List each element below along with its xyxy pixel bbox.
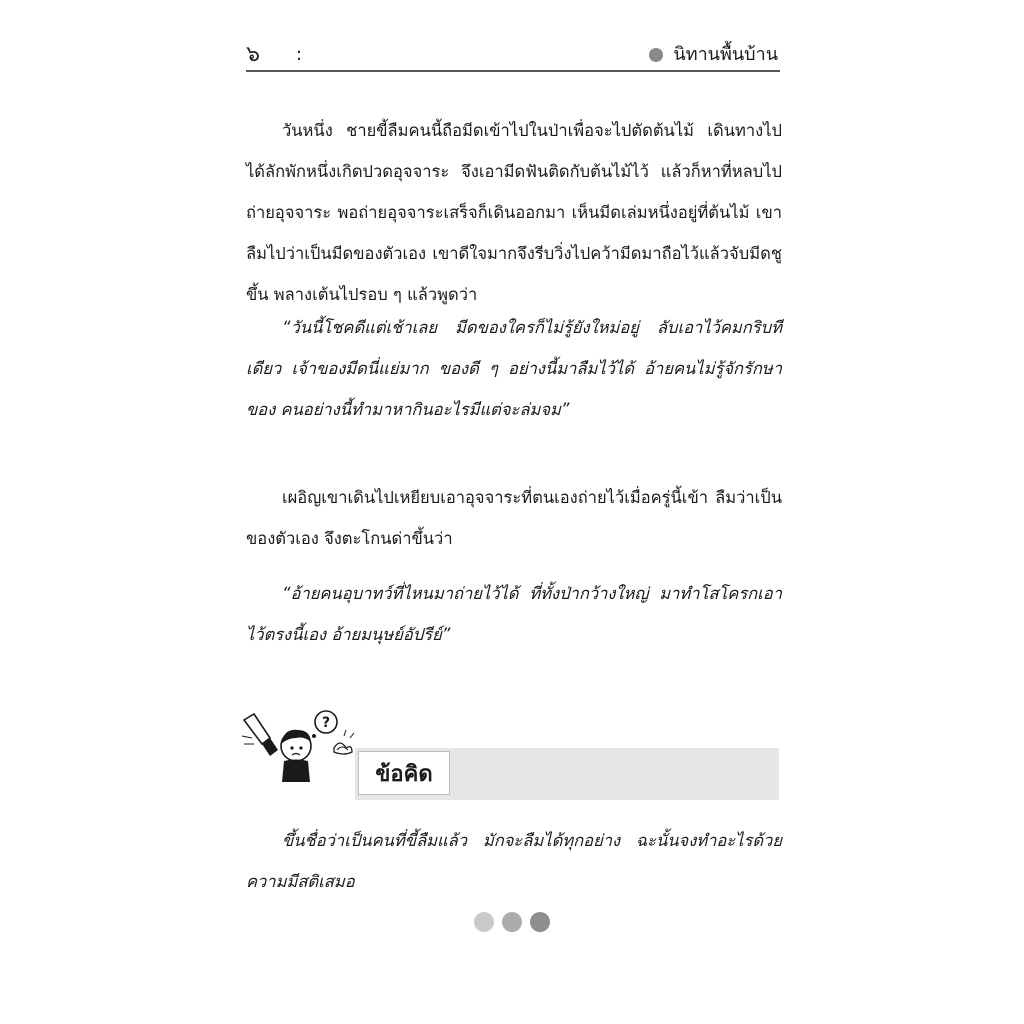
dot-icon (474, 912, 494, 932)
decorative-dots (474, 912, 550, 932)
bullet-dot-icon (649, 48, 663, 62)
page-header (246, 40, 780, 72)
page-number: ๖ (246, 42, 260, 67)
story-quote-1: “วันนี้โชคดีแต่เช้าเลย มีดของใครก็ไม่รู้ยังใหม่อยู่ ลับเอาไว้คมกริบทีเดียว เจ้าของมีดนี่แย่มาก ของดี ๆ อย่างนี้มาลืมไว้ได้ อ้ายคนไม่รู้จักรักษาของ คนอย่างนี้ทำมาหากินอะไรมีแต่จะล่มจม” (246, 318, 782, 419)
book-title: นิทานพื้นบ้าน (673, 44, 778, 65)
story-paragraph-1: วันหนึ่ง ชายขี้ลืมคนนี้ถือมีดเข้าไปในป่าเพื่อจะไปตัดต้นไม้ เดินทางไปได้ลักพักหนึ่งเกิดปวดอุจจาระ จึงเอามีดฟันติดกับต้นไม้ไว้ แล้วก็หาที่หลบไปถ่ายอุจจาระ พอถ่ายอุจจาระเสร็จก็เดินออกมา เห็นมีดเล่มหนึ่งอยู่ที่ต้นไม้ เขาลืมไปว่าเป็นมีดของตัวเอง เขาดีใจมากจึงรีบวิ่งไปคว้ามีดมาถือไว้แล้วจับมีดชูขึ้น พลางเต้นไปรอบ ๆ แล้วพูดว่า (246, 121, 782, 304)
dot-icon (502, 912, 522, 932)
swirl-pile (334, 743, 352, 754)
header-title-group (649, 42, 778, 68)
story-paragraph-2: เผอิญเขาเดินไปเหยียบเอาอุจจาระที่ตนเองถ่ายไว้เมื่อครู่นี้เข้า ลืมว่าเป็นของตัวเอง จึงตะโกนด่าขึ้นว่า (246, 488, 782, 548)
question-mark-icon: ? (321, 715, 331, 731)
knife-blade (244, 714, 270, 744)
header-separator: : (296, 44, 303, 65)
story-quote-2: “อ้ายคนอุบาทว์ที่ไหนมาถ่ายไว้ได้ ที่ทั้งป่ากว้างใหญ่ มาทำโสโครกเอาไว้ตรงนี้เอง อ้ายมนุษย์อัปรีย์” (246, 584, 782, 644)
cartoon-man-with-knife-icon (240, 708, 360, 786)
thought-heading: ข้อคิด (375, 761, 433, 787)
thought-text: ขึ้นชื่อว่าเป็นคนที่ขี้ลืมแล้ว มักจะลืมได้ทุกอย่าง ฉะนั้นจงทำอะไรด้วยความมีสติเสมอ (246, 831, 782, 891)
cartoon-body (282, 760, 310, 783)
dot-icon (530, 912, 550, 932)
thought-label-box (358, 751, 450, 795)
thought-section-banner (355, 748, 779, 800)
